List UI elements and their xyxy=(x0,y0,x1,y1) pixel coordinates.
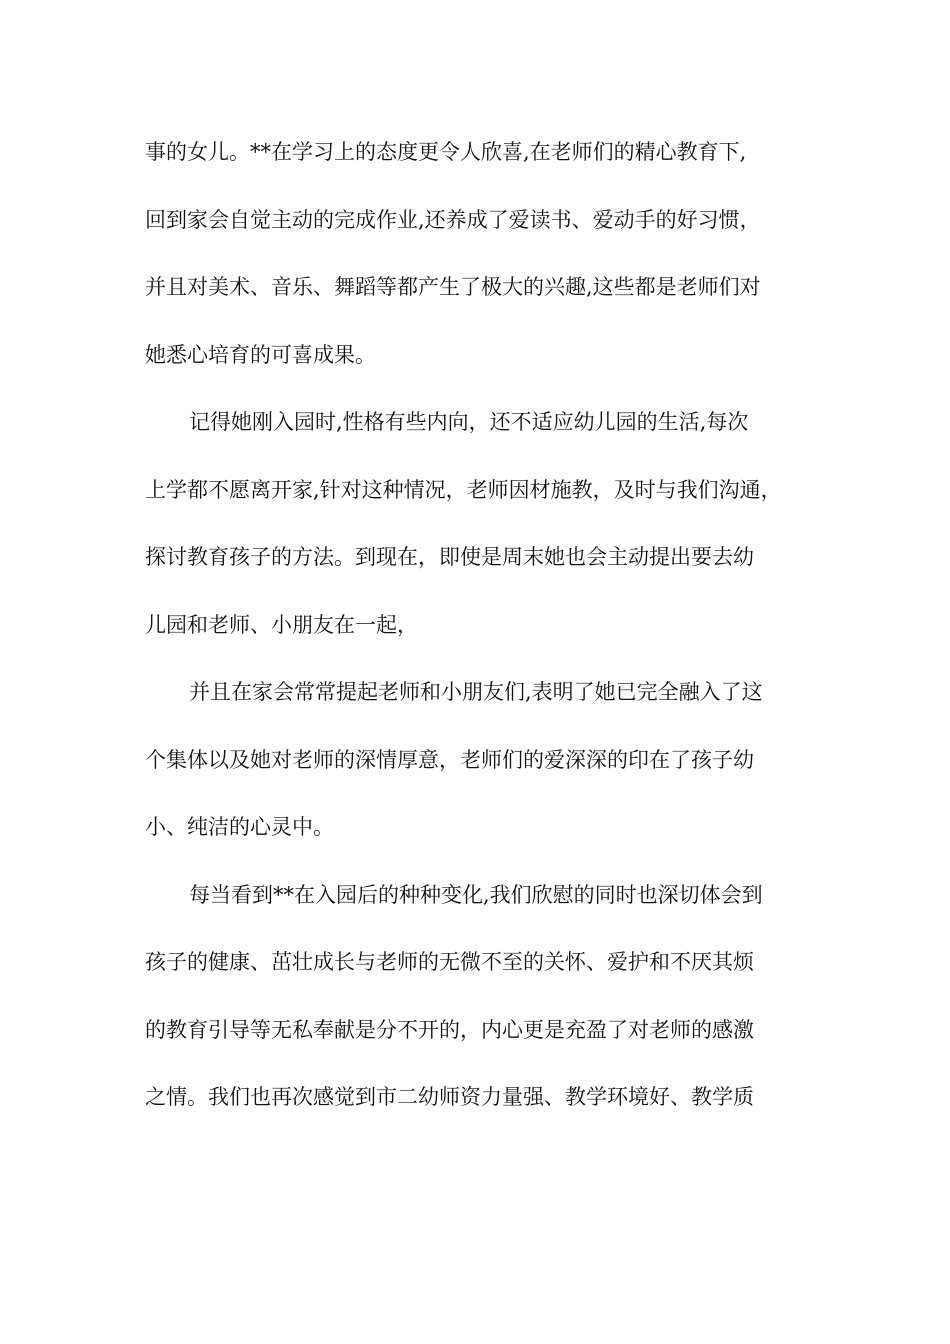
text-line: 的教育引导等无私奉献是分不开的，内心更是充盈了对老师的感激 xyxy=(145,1017,754,1042)
paragraph-first-line: 记得她刚入园时,性格有些内向，还不适应幼儿园的生活,每次 xyxy=(189,410,749,434)
text-line: 上学都不愿离开家,针对这种情况，老师因材施教，及时与我们沟通， xyxy=(145,477,782,502)
paragraph-first-line: 并且在家会常常提起老师和小朋友们,表明了她已完全融入了这 xyxy=(189,680,763,704)
text-line: 孩子的健康、茁壮成长与老师的无微不至的关怀、爱护和不厌其烦 xyxy=(145,950,754,974)
paragraph-first-line: 每当看到**在入园后的种种变化,我们欣慰的同时也深切体会到 xyxy=(189,882,763,907)
document-body xyxy=(145,127,825,1140)
text-line: 儿园和老师、小朋友在一起， xyxy=(145,612,418,637)
text-line: 小、纯洁的心灵中。 xyxy=(145,815,334,839)
text-line: 之情。我们也再次感觉到市二幼师资力量强、教学环境好、教学质 xyxy=(145,1085,754,1109)
text-line: 探讨教育孩子的方法。到现在，即使是周末她也会主动提出要去幼 xyxy=(145,545,754,569)
text-line: 事的女儿。**在学习上的态度更令人欣喜,在老师们的精心教育下, xyxy=(145,140,747,164)
text-line: 她悉心培育的可喜成果。 xyxy=(145,342,376,367)
text-line: 并且对美术、音乐、舞蹈等都产生了极大的兴趣,这些都是老师们对 xyxy=(145,275,761,299)
text-line: 个集体以及她对老师的深情厚意，老师们的爱深深的印在了孩子幼 xyxy=(145,747,754,772)
text-line: 回到家会自觉主动的完成作业,还养成了爱读书、爱动手的好习惯， xyxy=(145,207,761,232)
